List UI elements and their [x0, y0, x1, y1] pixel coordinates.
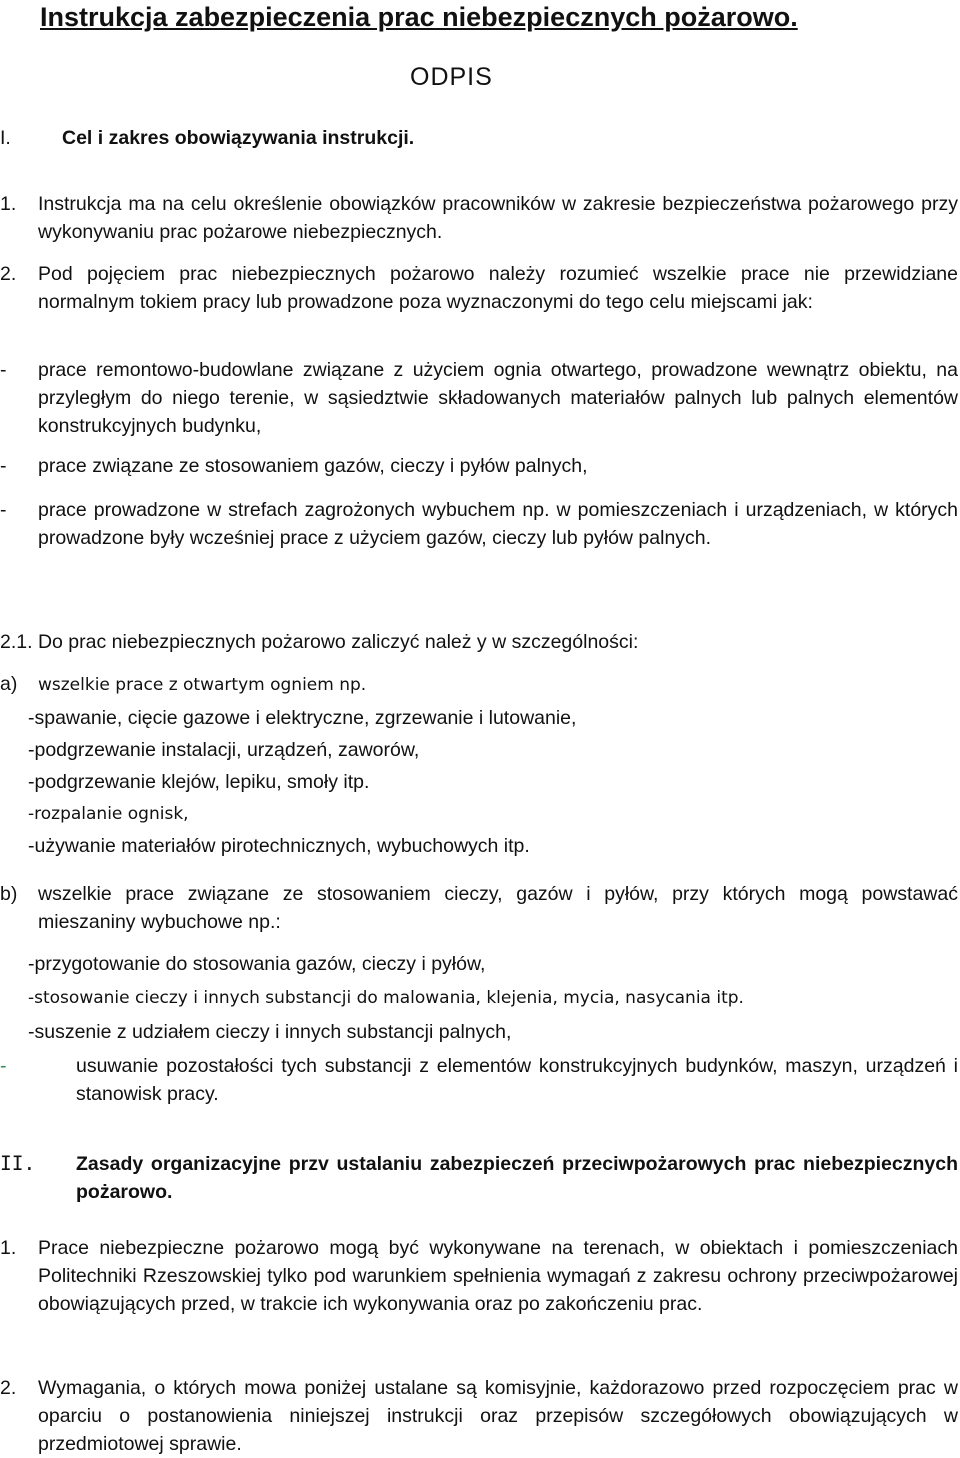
- section-1-number: I.: [0, 127, 11, 149]
- paragraph-number: 1.: [0, 1237, 17, 1259]
- section-1-heading: [0, 124, 958, 152]
- paragraph-text: Instrukcja ma na celu określenie obowiązków pracowników w zakresie bezpieczeństwa pożarowego przy wykonywaniu prac pożarowe niebezpiecznych.: [38, 193, 958, 243]
- section-2-title: Zasady organizacyjne przv ustalaniu zabezpieczeń przeciwpożarowych prac niebezpiecznych pożarowo.: [76, 1153, 958, 1203]
- paragraph-number: 1.: [0, 193, 17, 215]
- b-subitem-dash: -: [0, 1055, 7, 1077]
- list-item-a: [0, 670, 958, 699]
- section-1-paragraph-2: [0, 260, 958, 316]
- section-2-number: II.: [0, 1152, 36, 1175]
- a-subitem-2: -podgrzewanie instalacji, urządzeń, zaworów,: [28, 739, 420, 761]
- b-subitem-3: -suszenie z udziałem cieczy i innych substancji palnych,: [28, 1021, 512, 1043]
- section-1-paragraph-1: [0, 190, 958, 246]
- b-subitem-text: usuwanie pozostałości tych substancji z elementów konstrukcyjnych budynków, maszyn, urządzeń i stanowisk pracy.: [76, 1055, 958, 1105]
- paragraph-number: 2.: [0, 1377, 17, 1399]
- a-subitem-5: -używanie materiałów pirotechnicznych, wybuchowych itp.: [28, 835, 530, 857]
- section-1-title: Cel i zakres obowiązywania instrukcji.: [62, 127, 415, 149]
- b-subitem-4: [0, 1052, 958, 1108]
- paragraph-text: Prace niebezpieczne pożarowo mogą być wykonywane na terenach, w obiektach i pomieszczeniach Politechniki Rzeszowskiej tylko pod warunkiem spełnienia wymagań z zakresu ochrony przeciwpożarowej obowiązujących przed, w trakcie ich wykonywania oraz po zakończeniu prac.: [38, 1237, 958, 1315]
- paragraph-text: Wymagania, o których mowa poniżej ustalane są komisyjnie, każdorazowo przed rozpoczęciem prac w oparciu o postanowienia niniejszej instrukcji oraz przepisów szczegółowych obowiązujących w przedmiotowej sprawie.: [38, 1377, 958, 1455]
- dash-item-text: prace związane ze stosowaniem gazów, cieczy i pyłów palnych,: [38, 455, 588, 477]
- paragraph-2-1: 2.1. Do prac niebezpiecznych pożarowo zaliczyć należ y w szczególności:: [0, 631, 639, 653]
- list-item-b: [0, 880, 958, 936]
- section-2-paragraph-2: [0, 1374, 958, 1458]
- list-label: b): [0, 883, 18, 905]
- b-subitem-1: -przygotowanie do stosowania gazów, cieczy i pyłów,: [28, 953, 486, 975]
- a-subitem-3: -podgrzewanie klejów, lepiku, smoły itp.: [28, 771, 370, 793]
- list-text: wszelkie prace z otwartym ogniem np.: [38, 675, 367, 695]
- paragraph-number: 2.: [0, 263, 17, 285]
- dash-item-text: prace remontowo-budowlane związane z użyciem ognia otwartego, prowadzone wewnątrz obiektu, na przyległym do niego terenie, w sąsiedztwie składowanych materiałów palnych lub palnych elementów konstrukcyjnych budynku,: [38, 359, 958, 437]
- section-2-paragraph-1: [0, 1234, 958, 1318]
- section-2-heading: [0, 1150, 958, 1206]
- document-title: Instrukcja zabezpieczenia prac niebezpiecznych pożarowo.: [40, 2, 798, 32]
- document-subtitle: ODPIS: [410, 63, 493, 91]
- dash-item-3: - prace prowadzone w strefach zagrożonych wybuchem np. w pomieszczeniach i urządzeniach, w których prowadzone były wcześniej prace z użyciem gazów, cieczy lub pyłów palnych.: [0, 499, 958, 549]
- dash-item-text: prace prowadzone w strefach zagrożonych wybuchem np. w pomieszczeniach i urządzeniach, w których prowadzone były wcześniej prace z użyciem gazów, cieczy lub pyłów palnych.: [38, 499, 958, 549]
- b-subitem-2: -stosowanie cieczy i innych substancji do malowania, klejenia, mycia, nasycania itp.: [28, 988, 744, 1008]
- list-label: a): [0, 673, 18, 695]
- dash-item-2: - prace związane ze stosowaniem gazów, cieczy i pyłów palnych,: [0, 455, 588, 477]
- a-subitem-4: -rozpalanie ognisk,: [28, 804, 189, 824]
- dash-item-1: - prace remontowo-budowlane związane z użyciem ognia otwartego, prowadzone wewnątrz obiektu, na przyległym do niego terenie, w sąsiedztwie składowanych materiałów palnych lub palnych elementów konstrukcyjnych budynku,: [0, 359, 958, 437]
- paragraph-text: Pod pojęciem prac niebezpiecznych pożarowo należy rozumieć wszelkie prace nie przewidziane normalnym tokiem pracy lub prowadzone poza wyznaczonymi do tego celu miejscami jak:: [38, 263, 958, 313]
- list-text: wszelkie prace związane ze stosowaniem cieczy, gazów i pyłów, przy których mogą powstawać mieszaniny wybuchowe np.:: [38, 883, 958, 933]
- a-subitem-1: -spawanie, cięcie gazowe i elektryczne, zgrzewanie i lutowanie,: [28, 707, 577, 729]
